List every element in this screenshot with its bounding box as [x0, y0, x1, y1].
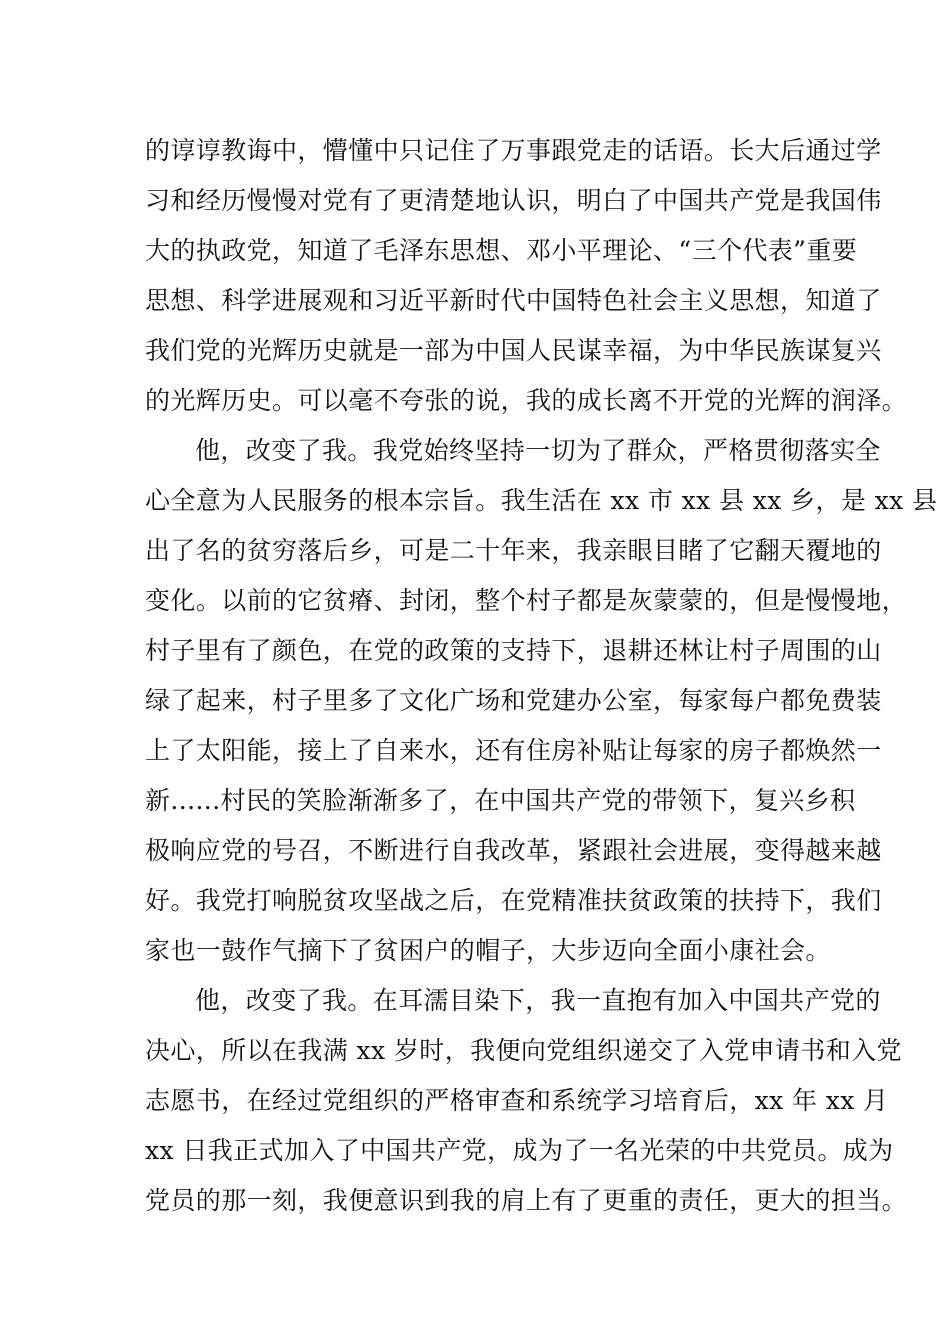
text-line: 的光辉历史。可以毫不夸张的说，我的成长离不开党的光辉的润泽。: [145, 386, 908, 415]
text-line: 决心，所以在我满 xx 岁时，我便向党组织递交了入党申请书和入党: [145, 1036, 902, 1065]
text-line: 心全意为人民服务的根本宗旨。我生活在 xx 市 xx 县 xx 乡，是 xx 县: [145, 486, 938, 515]
text-line: xx 日我正式加入了中国共产党，成为了一名光荣的中共党员。成为: [145, 1136, 894, 1165]
text-line: 绿了起来，村子里多了文化广场和党建办公室，每家每户都免费装: [145, 686, 882, 715]
text-line: 大的执政党，知道了毛泽东思想、邓小平理论、“三个代表”重要: [145, 236, 858, 265]
text-line: 习和经历慢慢对党有了更清楚地认识，明白了中国共产党是我国伟: [145, 186, 882, 215]
text-line: 极响应党的号召，不断进行自我改革，紧跟社会进展，变得越来越: [145, 836, 882, 865]
text-line: 新......村民的笑脸渐渐多了，在中国共产党的带领下，复兴乡积: [145, 786, 856, 815]
text-line: 出了名的贫穷落后乡，可是二十年来，我亲眼目睹了它翻天覆地的: [145, 536, 882, 565]
text-line: 我们党的光辉历史就是一部为中国人民谋幸福，为中华民族谋复兴: [145, 336, 882, 365]
paragraph-first-line: 他，改变了我。在耳濡目染下，我一直抱有加入中国共产党的: [195, 986, 881, 1015]
paragraph-first-line: 他，改变了我。我党始终坚持一切为了群众，严格贯彻落实全: [195, 436, 881, 465]
text-line: 村子里有了颜色，在党的政策的支持下，退耕还林让村子周围的山: [145, 636, 882, 665]
text-line: 变化。以前的它贫瘠、封闭，整个村子都是灰蒙蒙的，但是慢慢地，: [145, 586, 908, 615]
text-line: 上了太阳能，接上了自来水，还有住房补贴让每家的房子都焕然一: [145, 736, 882, 765]
text-line: 的谆谆教诲中，懵懂中只记住了万事跟党走的话语。长大后通过学: [145, 136, 882, 165]
text-line: 思想、科学进展观和习近平新时代中国特色社会主义思想，知道了: [145, 286, 882, 315]
text-line: 好。我党打响脱贫攻坚战之后，在党精准扶贫政策的扶持下，我们: [145, 886, 882, 915]
text-line: 志愿书，在经过党组织的严格审查和系统学习培育后，xx 年 xx 月: [145, 1086, 889, 1115]
text-line: 家也一鼓作气摘下了贫困户的帽子，大步迈向全面小康社会。: [145, 936, 831, 965]
text-line: 党员的那一刻，我便意识到我的肩上有了更重的责任，更大的担当。: [145, 1186, 908, 1215]
